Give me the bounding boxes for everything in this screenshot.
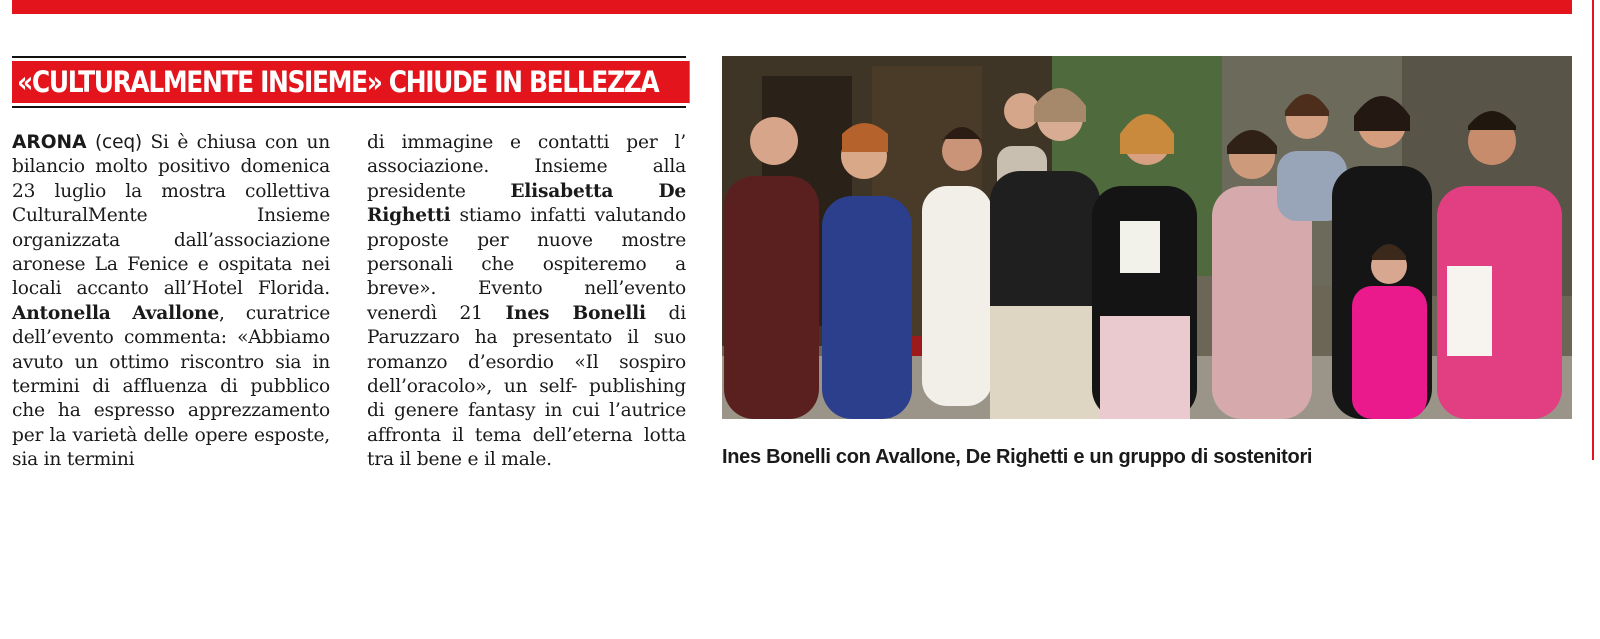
body-text: , curatrice dell’evento commenta: «Abbiamo avuto un ottimo riscontro sia in termini di affluenza di pubblico che ha espresso apprezzamento per la varietà delle opere esposte, sia in termini [12,302,330,471]
person-name: Antonella Avallone [12,302,220,324]
headline: «CULTURALMENTE INSIEME» CHIUDE IN BELLEZZA [12,61,690,103]
top-red-band [12,0,1572,14]
article-column-2 [367,131,686,473]
body-text: stiamo infatti valutando proposte per nuove mostre personali che ospiteremo a breve». Evento nell’evento venerdì 21 [367,205,686,324]
group-photo-illustration [722,56,1572,419]
article-column-1 [12,131,330,473]
body-text: di Paruzzaro ha presentato il suo romanzo d’esordio «Il sospiro dell’oracolo», un self- publishing di genere fantasy in cui l’autrice affronta il tema dell’eterna lotta tra il bene e il male. [367,302,686,471]
column-2-paragraph [367,131,686,473]
body-text: di immagine e contatti per l’ associazione. Insieme alla presidente [367,132,686,202]
group-photo [722,56,1572,419]
author-initials: (ceq) [95,132,142,153]
body-text: Si è chiusa con un bilancio molto positivo domenica 23 luglio la mostra collettiva CulturalMente Insieme organizzata dall’associazione aronese La Fenice e ospitata nei locali accanto all’Hotel Florida. [12,132,330,300]
dateline: ARONA [12,132,87,153]
person-name: Ines Bonelli [505,302,646,324]
photo-caption: Ines Bonelli con Avallone, De Righetti e un gruppo di sostenitori [722,446,1313,468]
column-1-paragraph [12,131,330,473]
right-edge-rule [1592,0,1594,460]
person-name: Elisabetta De Righetti [367,180,686,227]
headline-frame [12,56,686,108]
